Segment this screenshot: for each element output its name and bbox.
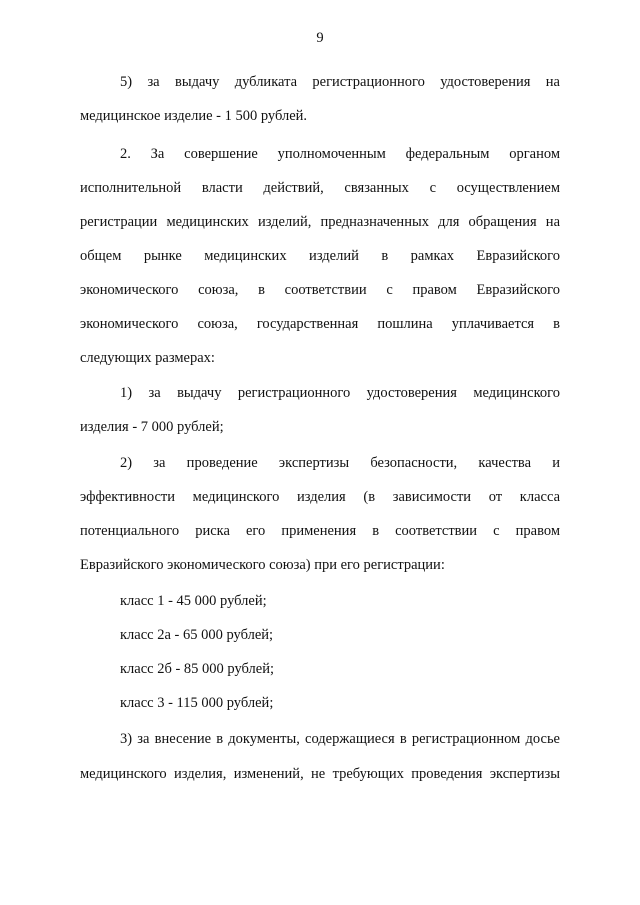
paragraph-line: 3) за внесение в документы, содержащиеся в регистрационном досье — [120, 731, 560, 747]
paragraph-line: экономического союза, в соответствии с правом Евразийского — [80, 282, 560, 298]
paragraph-line: медицинского изделия, изменений, не требующих проведения экспертизы — [80, 766, 560, 782]
paragraph-line: потенциального риска его применения в соответствии с правом — [80, 523, 560, 539]
paragraph-line: следующих размерах: — [80, 350, 215, 366]
paragraph-line: изделия - 7 000 рублей; — [80, 419, 224, 435]
list-item: класс 1 - 45 000 рублей; — [120, 593, 267, 609]
paragraph-line: исполнительной власти действий, связанных с осуществлением — [80, 180, 560, 196]
paragraph-line: общем рынке медицинских изделий в рамках Евразийского — [80, 248, 560, 264]
paragraph-line: эффективности медицинского изделия (в зависимости от класса — [80, 489, 560, 505]
paragraph-line: Евразийского экономического союза) при его регистрации: — [80, 557, 445, 573]
page-number: 9 — [316, 30, 324, 46]
paragraph-line: 5) за выдачу дубликата регистрационного удостоверения на — [120, 74, 560, 90]
paragraph-line: экономического союза, государственная пошлина уплачивается в — [80, 316, 560, 332]
list-item: класс 2а - 65 000 рублей; — [120, 627, 274, 643]
list-item: класс 3 - 115 000 рублей; — [120, 695, 274, 711]
paragraph-line: регистрации медицинских изделий, предназначенных для обращения на — [80, 214, 560, 230]
paragraph-line: 1) за выдачу регистрационного удостоверения медицинского — [120, 385, 560, 401]
list-item: класс 2б - 85 000 рублей; — [120, 661, 275, 677]
paragraph-line: 2) за проведение экспертизы безопасности, качества и — [120, 455, 560, 471]
paragraph-line: 2. За совершение уполномоченным федеральным органом — [120, 146, 560, 162]
paragraph-line: медицинское изделие - 1 500 рублей. — [80, 108, 308, 124]
